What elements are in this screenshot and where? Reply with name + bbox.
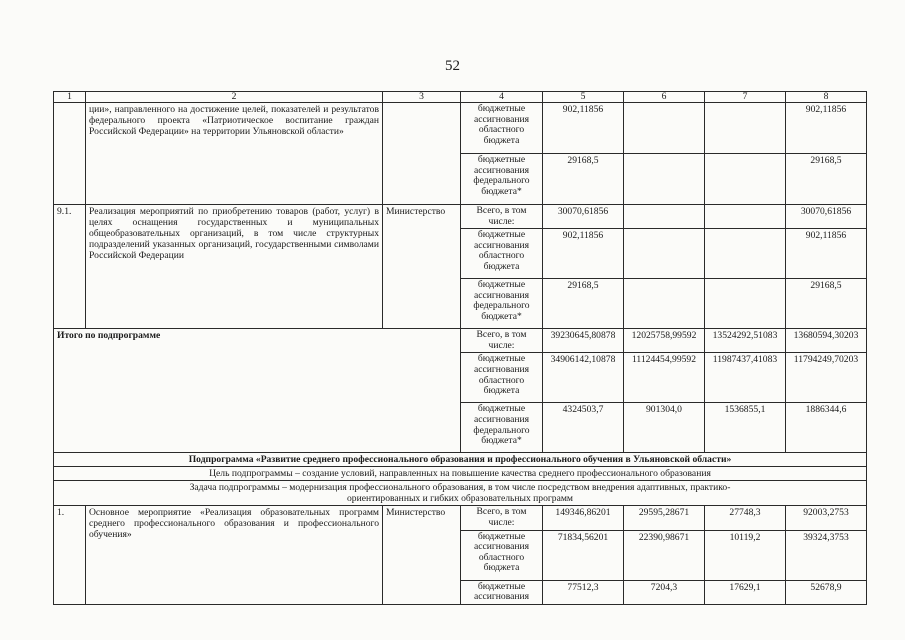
subprogram-title: Подпрограмма «Развитие среднего профессионального образования и профессионального обучения в Ульяновской области» [54,453,867,467]
column-number: 8 [786,92,867,103]
value-cell: 11124454,99592 [624,353,705,403]
column-number: 7 [705,92,786,103]
table-row [54,205,867,229]
page-number: 52 [445,58,460,74]
subprogram-goal: Цель подпрограммы – создание условий, направленных на повышение качества среднего профессионального образования [54,467,867,481]
funding-source: бюджетные ассигнования областного бюджета [461,530,543,580]
value-cell: 149346,86201 [543,506,624,530]
measure-description: Реализация мероприятий по приобретению товаров (работ, услуг) в целях оснащения государственных и муниципальных общеобразовательных организаций, в том числе структурных подразделений указанных организаций, государственными символами Российской Федерации [86,205,383,329]
value-cell: 902,11856 [543,229,624,279]
value-cell: 17629,1 [705,580,786,604]
funding-source: бюджетные ассигнования федерального бюджета* [461,279,543,329]
value-cell: 29595,28671 [624,506,705,530]
funding-source: Всего, в том числе: [461,205,543,229]
value-cell: 1536855,1 [705,403,786,453]
column-number-row [54,92,867,103]
value-cell: 27748,3 [705,506,786,530]
value-cell [624,103,705,154]
value-cell: 13524292,51083 [705,329,786,353]
value-cell [705,103,786,154]
funding-source: бюджетные ассигнования федерального бюджета* [461,403,543,453]
value-cell [705,229,786,279]
value-cell: 92003,2753 [786,506,867,530]
value-cell: 29168,5 [786,154,867,205]
column-number: 3 [383,92,461,103]
column-number: 1 [54,92,86,103]
measure-description: ции», направленного на достижение целей, показателей и результатов федерального проекта «Патриотическое воспитание граждан Российской Федерации» на территории Ульяновской области» [86,103,383,205]
value-cell: 29168,5 [543,154,624,205]
value-cell [624,279,705,329]
value-cell: 901304,0 [624,403,705,453]
value-cell [624,229,705,279]
funding-source: Всего, в том числе: [461,506,543,530]
value-cell: 71834,56201 [543,530,624,580]
subprogram-total-label: Итого по подпрограмме [54,329,461,453]
value-cell: 77512,3 [543,580,624,604]
funding-source: бюджетные ассигнования областного бюджета [461,353,543,403]
value-cell [705,279,786,329]
value-cell [624,154,705,205]
funding-source: Всего, в том числе: [461,329,543,353]
column-number: 4 [461,92,543,103]
budget-table [53,91,867,605]
value-cell: 52678,9 [786,580,867,604]
row-number-cell [54,103,86,205]
executor-cell: Министерство [383,205,461,329]
value-cell: 902,11856 [786,103,867,154]
row-number-cell: 1. [54,506,86,604]
value-cell: 902,11856 [786,229,867,279]
funding-source: бюджетные ассигнования федерального бюджета* [461,154,543,205]
column-number: 2 [86,92,383,103]
value-cell: 1886344,6 [786,403,867,453]
value-cell: 7204,3 [624,580,705,604]
funding-source: бюджетные ассигнования областного бюджета [461,103,543,154]
value-cell: 39230645,80878 [543,329,624,353]
executor-cell [383,103,461,205]
measure-description: Основное мероприятие «Реализация образовательных программ среднего профессионального образования и профессионального обучения» [86,506,383,604]
subprogram-goal-row [54,467,867,481]
table-row [54,329,867,353]
value-cell: 22390,98671 [624,530,705,580]
subprogram-title-row [54,453,867,467]
subprogram-task: Задача подпрограммы – модернизация профессионального образования, в том числе посредством внедрения адаптивных, практико-ориентированных и гибких образовательных программ [54,481,867,506]
funding-source: бюджетные ассигнования [461,580,543,604]
value-cell [705,205,786,229]
executor-cell: Министерство [383,506,461,604]
subprogram-task-row [54,481,867,506]
value-cell: 13680594,30203 [786,329,867,353]
value-cell: 10119,2 [705,530,786,580]
value-cell [705,154,786,205]
value-cell: 902,11856 [543,103,624,154]
value-cell: 39324,3753 [786,530,867,580]
value-cell: 11987437,41083 [705,353,786,403]
value-cell: 12025758,99592 [624,329,705,353]
value-cell: 29168,5 [543,279,624,329]
value-cell [624,205,705,229]
value-cell: 11794249,70203 [786,353,867,403]
value-cell: 30070,61856 [786,205,867,229]
value-cell: 34906142,10878 [543,353,624,403]
table-row [54,506,867,530]
table-row [54,103,867,154]
row-number-cell: 9.1. [54,205,86,329]
value-cell: 29168,5 [786,279,867,329]
funding-source: бюджетные ассигнования областного бюджета [461,229,543,279]
value-cell: 30070,61856 [543,205,624,229]
value-cell: 4324503,7 [543,403,624,453]
column-number: 5 [543,92,624,103]
column-number: 6 [624,92,705,103]
